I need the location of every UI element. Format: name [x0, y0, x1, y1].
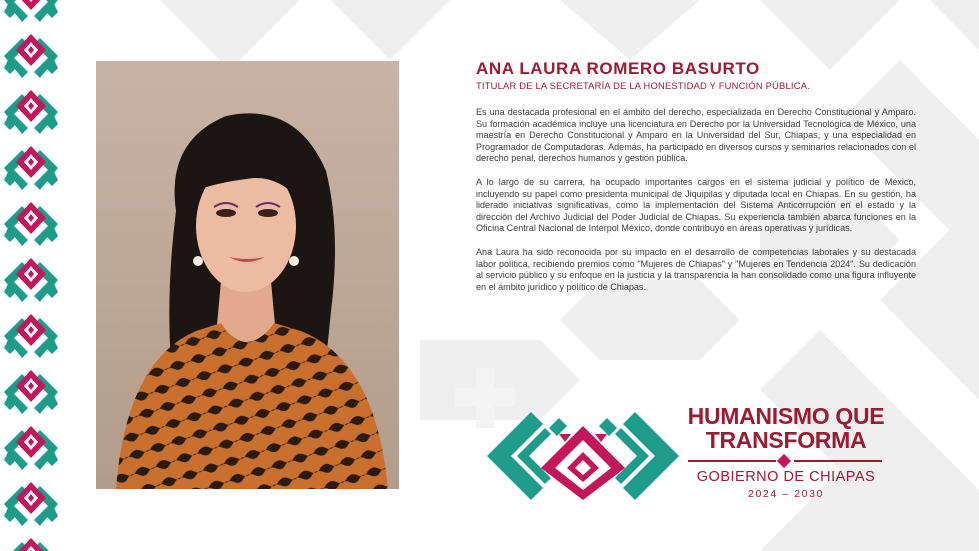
profile-name: ANA LAURA ROMERO BASURTO [476, 59, 760, 78]
government-logo-icon [487, 404, 679, 500]
slogan-line-1: HUMANISMO QUE [687, 403, 885, 429]
diamond-icon [777, 454, 791, 468]
profile-content [476, 59, 916, 305]
biography [476, 107, 916, 293]
government-period: 2024 – 2030 [748, 488, 824, 500]
government-name: GOBIERNO DE CHIAPAS [696, 469, 876, 485]
bio-paragraph: Es una destacada profesional en el ámbito del derecho, especializada en Derecho Constitucional y Amparo. Su formación académica incluye una licenciatura en Derecho por la Universidad Tecnológica de México, una maestría en Derecho Constitucional y Amparo en la Universidad del Sur, Chiapas, y una especialidad en Programador de Computadoras. Además, ha participado en diversos cursos y seminarios relacionados con el derecho penal, derechos humanos y gestión pública. [476, 107, 916, 164]
bio-paragraph: A lo largo de su carrera, ha ocupado importantes cargos en el sistema judicial y político de México, incluyendo su papel como presidenta municipal de Jiquipilas y diputada local en Chiapas. En su gestión, ha liderado iniciativas significativas, como la implementación del Sistema Anticorrupción en el estado y la dirección del Archivo Judicial del Poder Judicial de Chiapas. Su experiencia también abarca funciones en la Oficina Central Nacional de Interpol México, donde contribuyó en áreas operativas y jurídicas. [476, 176, 916, 234]
portrait-photo [96, 61, 399, 489]
brand-divider [686, 454, 886, 468]
brand-block [686, 404, 886, 500]
slogan-line-2: TRANSFORMA [705, 427, 867, 453]
profile-title: TITULAR DE LA SECRETARÍA DE LA HONESTIDAD Y FUNCIÓN PÚBLICA. [476, 80, 810, 91]
bio-paragraph: Ana Laura ha sido reconocida por su impacto en el desarrollo de competencias laborales y su destacada labor política, recibiendo premios como "Mujeres de Chiapas" y "Mujeres en Tendencia 2024". Su dedicación al servicio público y su enfoque en la justicia y la transparencia la han consolidado como una figura influyente en el ámbito jurídico y político de Chiapas. [476, 246, 916, 292]
decorative-border [0, 0, 62, 551]
